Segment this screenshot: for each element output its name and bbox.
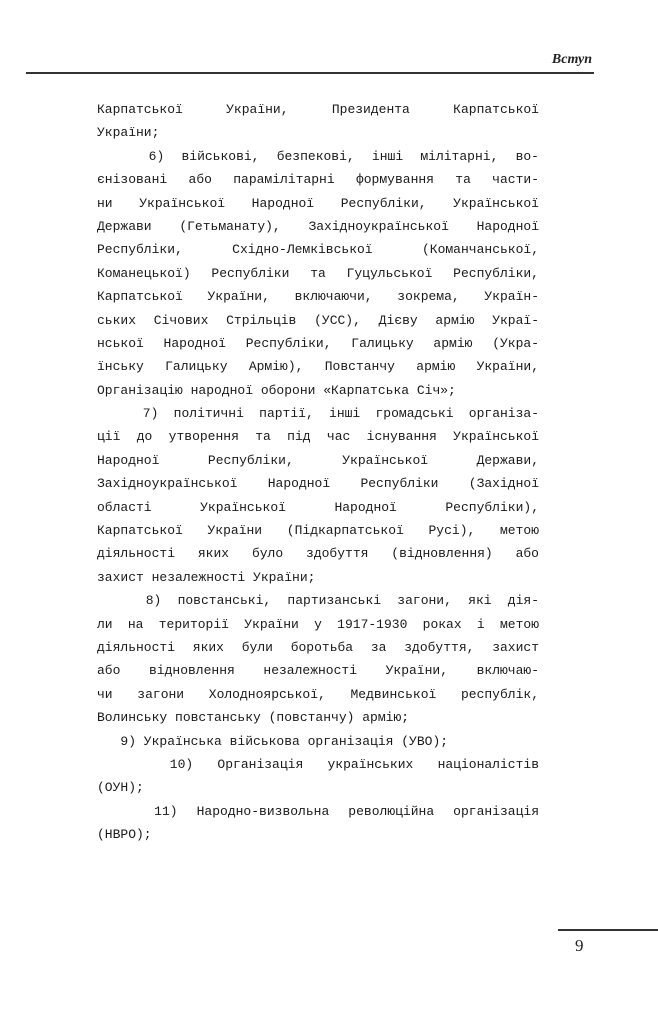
text-line: 8) повстанські, партизанські загони, які дія- [97, 593, 539, 609]
text-line: захист незалежності України; [97, 569, 316, 585]
text-line: їнську Галицьку Армію), Повстанчу армію України, [97, 359, 539, 375]
text-line: Карпатської України, Президента Карпатської [97, 102, 539, 117]
text-line: нської Народної Республіки, Галицьку армію (Укра- [97, 335, 539, 351]
page-number: 9 [575, 936, 584, 955]
text-line: чи загони Холодноярської, Медвинської республік, [97, 686, 539, 702]
text-line: ни Української Народної Республіки, Української [97, 195, 539, 211]
text-line: ції до утворення та під час існування Української [97, 429, 539, 445]
text-line: України; [97, 125, 160, 141]
text-line: області Української Народної Республіки), [97, 499, 539, 515]
running-header-title: Вступ [551, 52, 592, 67]
text-line: 11) Народно-визвольна революційна організація [97, 803, 539, 819]
text-line: ли на території України у 1917-1930 роках і метою [97, 616, 539, 632]
text-line: Команецької) Республіки та Гуцульської Республіки, [97, 265, 539, 281]
text-line: Волинську повстанську (повстанчу) армію; [97, 710, 410, 726]
text-line: ських Січових Стрільців (УСС), Дієву армію Украї- [97, 312, 539, 328]
text-line: (НВРО); [97, 827, 152, 843]
header-divider [26, 72, 594, 74]
text-line: 10) Організація українських націоналістів [97, 756, 539, 772]
text-line: 7) політичні партії, інші громадські організа- [97, 406, 539, 422]
text-line: Республіки, Східно-Лемківської (Команчанської, [97, 242, 539, 258]
text-line: Організацію народної оборони «Карпатська Січ»; [97, 382, 456, 398]
body-text [97, 98, 539, 847]
text-line: єнізовані або парамілітарні формування та части- [97, 172, 539, 188]
text-line: або відновлення незалежності України, включаю- [97, 663, 539, 679]
text-line: Карпатської України (Підкарпатської Русі), метою [97, 523, 539, 539]
text-line: Західноукраїнської Народної Республіки (Західної [97, 476, 539, 492]
text-line: Держави (Гетьманату), Західноукраїнської Народної [97, 218, 539, 234]
text-line: діяльності яких були боротьба за здобуття, захист [97, 639, 539, 655]
text-line: Народної Республіки, Української Держави, [97, 452, 539, 468]
footer-divider [558, 929, 658, 931]
text-line: (ОУН); [97, 780, 144, 796]
text-line: діяльності яких було здобуття (відновлення) або [97, 546, 539, 562]
text-line: 9) Українська військова організація (УВО); [97, 733, 449, 749]
text-line: 6) військові, безпекові, інші мілітарні, во- [97, 148, 539, 164]
text-line: Карпатської України, включаючи, зокрема, Україн- [97, 289, 539, 305]
